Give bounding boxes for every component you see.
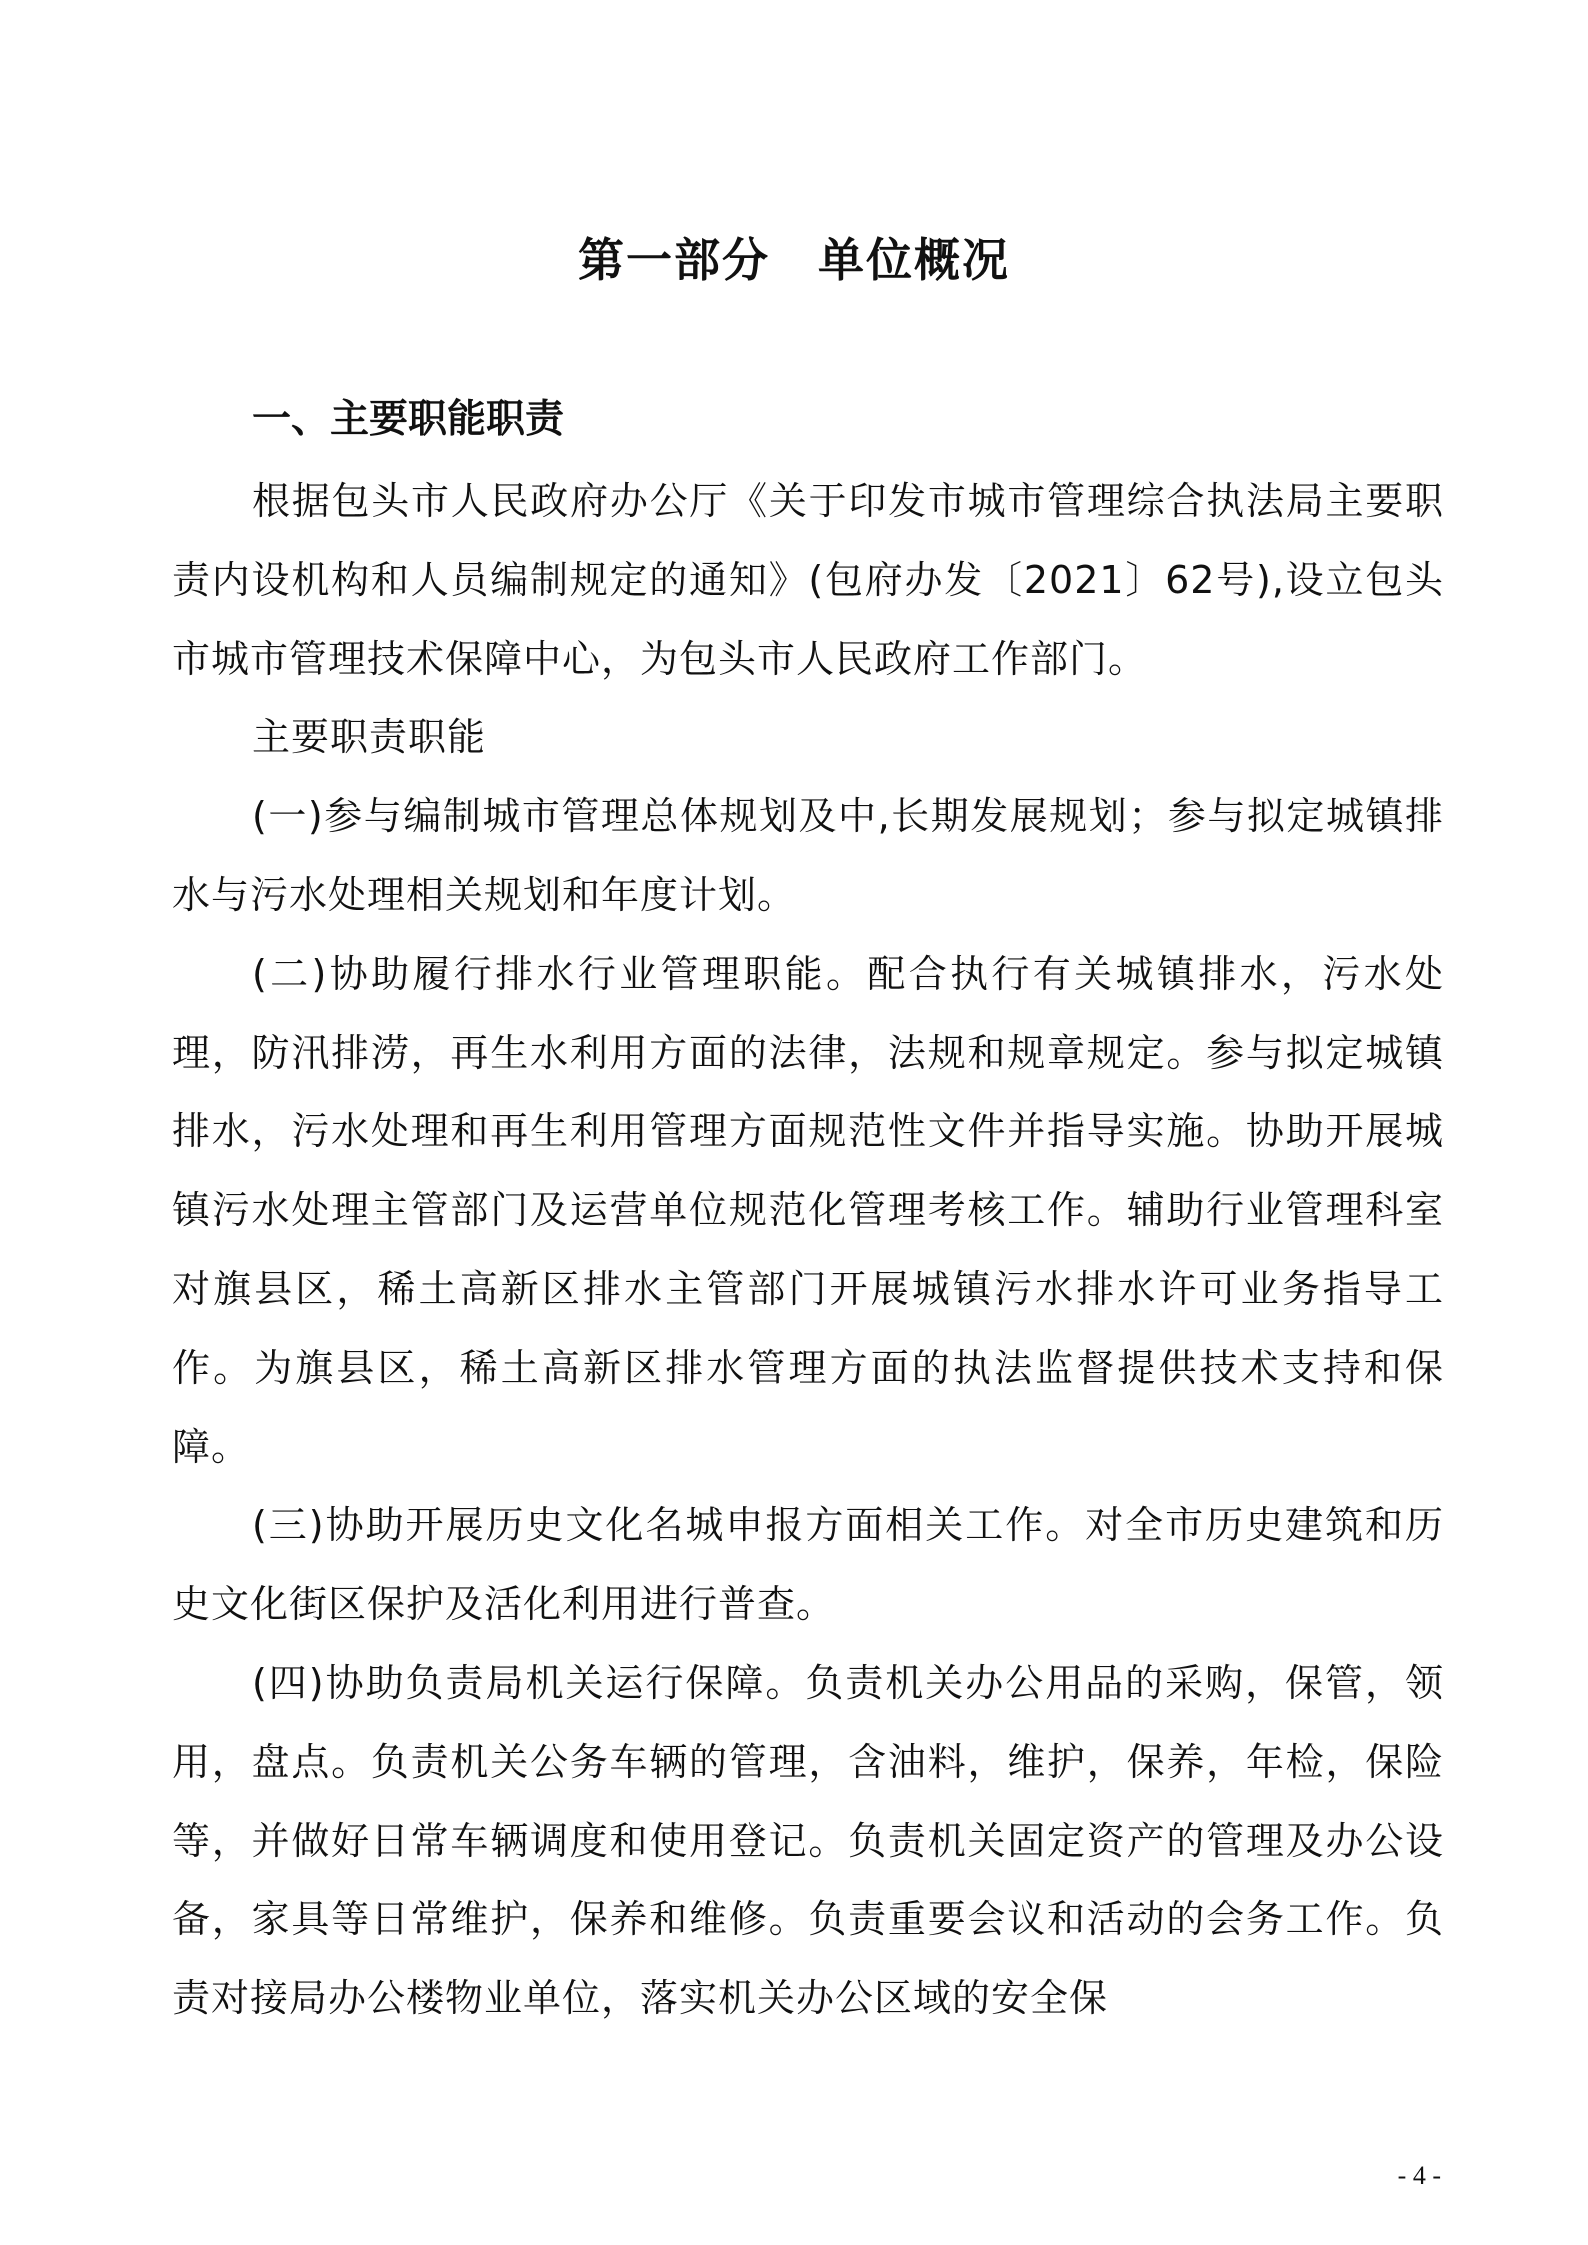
- section-heading: 一、主要职能职责: [252, 397, 565, 442]
- body-text: [172, 462, 1444, 2038]
- paragraph-duty-4: (四)协助负责局机关运行保障。负责机关办公用品的采购，保管，领用，盘点。负责机关公务车辆的管理，含油料，维护，保养，年检，保险等，并做好日常车辆调度和使用登记。负责机关固定资产的管理及办公设备，家具等日常维护，保养和维修。负责重要会议和活动的会务工作。负责对接局办公楼物业单位，落实机关办公区域的安全保: [172, 1660, 1444, 2021]
- paragraph-intro: 根据包头市人民政府办公厅《关于印发市城市管理综合执法局主要职责内设机构和人员编制规定的通知》(包府办发〔2021〕62号),设立包头市城市管理技术保障中心，为包头市人民政府工作部门。: [172, 479, 1444, 681]
- paragraph-duty-2: (二)协助履行排水行业管理职能。配合执行有关城镇排水，污水处理，防汛排涝，再生水利用方面的法律，法规和规章规定。参与拟定城镇排水，污水处理和再生利用管理方面规范性文件并指导实施。协助开展城镇污水处理主管部门及运营单位规范化管理考核工作。辅助行业管理科室对旗县区，稀土高新区排水主管部门开展城镇污水排水许可业务指导工作。为旗县区，稀土高新区排水管理方面的执法监督提供技术支持和保障。: [172, 951, 1444, 1469]
- paragraph-subheading: 主要职责职能: [252, 715, 487, 760]
- paragraph-duty-1: (一)参与编制城市管理总体规划及中,长期发展规划；参与拟定城镇排水与污水处理相关规划和年度计划。: [172, 794, 1444, 917]
- page-number: - 4 -: [1397, 2161, 1441, 2190]
- page-title: 第一部分 单位概况: [578, 233, 1010, 287]
- paragraph-duty-3: (三)协助开展历史文化名城申报方面相关工作。对全市历史建筑和历史文化街区保护及活化利用进行普查。: [172, 1503, 1444, 1627]
